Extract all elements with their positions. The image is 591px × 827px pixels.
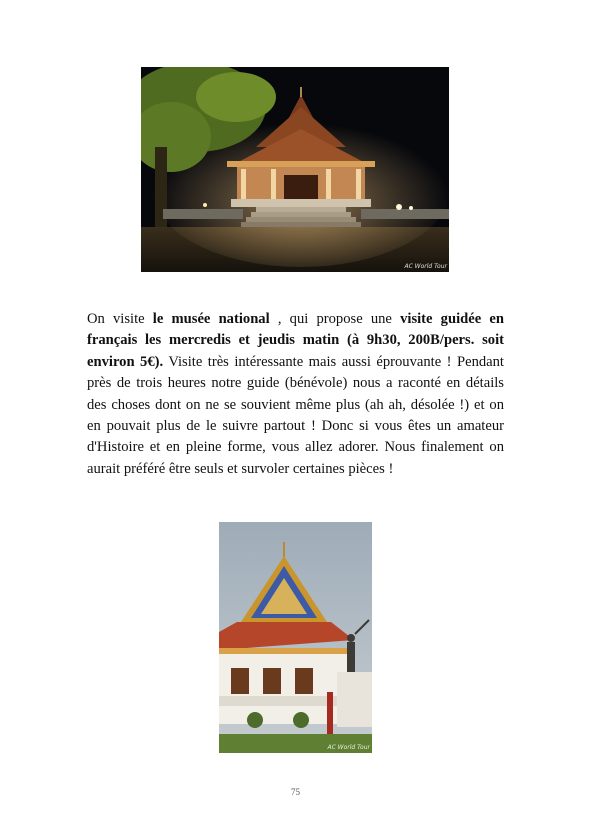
guided-tour-info: visite guidée en français les mercredis et jeudis matin (à 9h30, 200B/pers. soit environ 5€). [87, 311, 504, 370]
page-number: 75 [291, 787, 300, 797]
text-segment: , qui propose une [269, 311, 401, 327]
pavilion-night-image [141, 67, 449, 272]
pavilion-night-photo [141, 67, 449, 272]
text-segment: Visite très intéressante mais aussi éprouvante ! Pendant près de trois heures notre guide (bénévole) nous a raconté en détails des choses dont on ne se souvient même plus (ah ah, désolée !) et on en pouvait plus de le suivre partout ! Donc si vous êtes un amateur d'Histoire et en pleine forme, vous allez adorer. Nous finalement on aurait préféré être seuls et survoler certaines pièces ! [87, 353, 504, 477]
top-photo-watermark: AC World Tour [404, 263, 447, 270]
temple-image [219, 522, 372, 753]
bottom-photo-watermark: AC World Tour [327, 744, 370, 751]
temple-photo [219, 522, 372, 753]
museum-name: le musée national [152, 311, 270, 327]
text-segment: On visite [87, 311, 153, 327]
body-paragraph [87, 309, 504, 480]
